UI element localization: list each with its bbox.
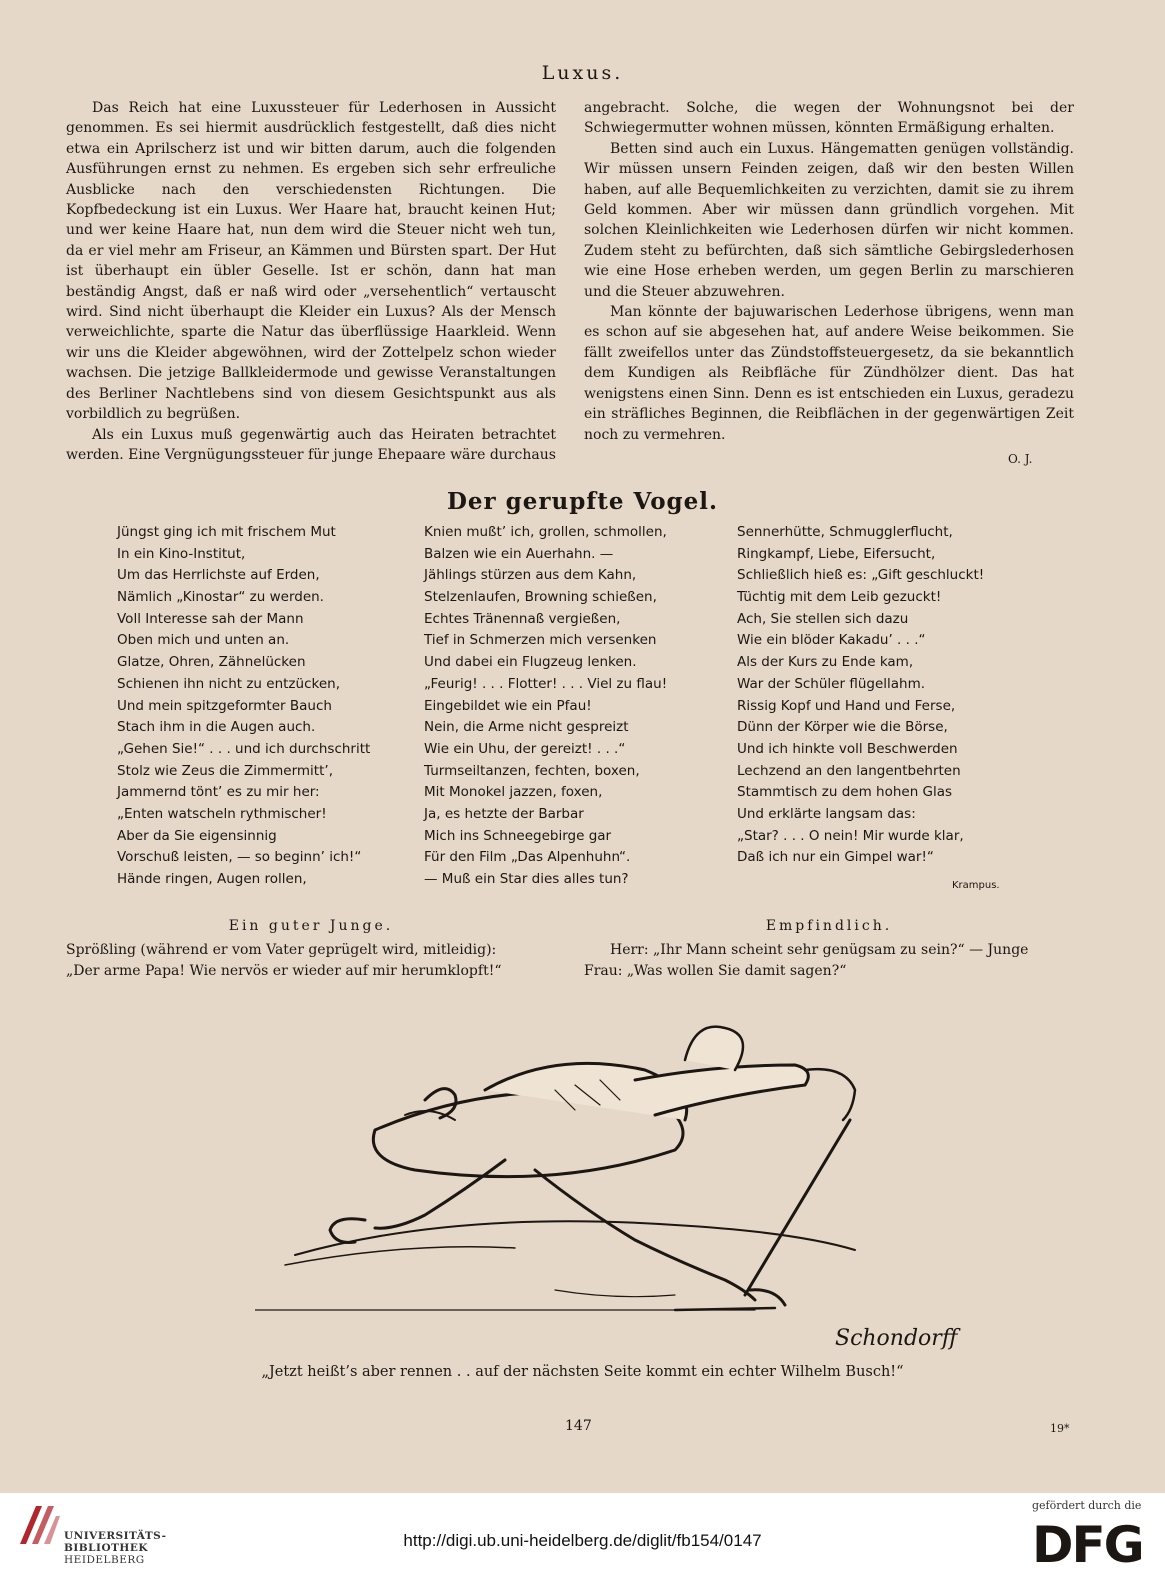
poem-line: „Gehen Sie!“ . . . und ich durchschritt [117, 740, 371, 757]
luxus-paragraph: angebracht. Solche, die wegen der Wohnungsnot bei der Schwiegermutter wohnen müssen, könnten Ermäßigung erhalten. [584, 100, 1074, 137]
poem-line: Oben mich und unten an. [117, 632, 290, 649]
poem-line: Lechzend an den langentbehrten [737, 762, 961, 779]
poem-author: Krampus. [952, 880, 1000, 891]
poem-line: Um das Herrlichste auf Erden, [117, 567, 320, 584]
poem-line: Mich ins Schneegebirge gar [424, 827, 612, 844]
poem-line: Eingebildet wie ein Pfau! [424, 697, 592, 714]
poem-line: „Star? . . . O nein! Mir wurde klar, [737, 827, 964, 844]
poem-line: Als der Kurs zu Ende kam, [737, 654, 914, 671]
poem-column-2 [424, 522, 667, 891]
poem-line: Und ich hinkte voll Beschwerden [737, 740, 958, 757]
poem-line: Ringkampf, Liebe, Eifersucht, [737, 545, 936, 562]
poem-line: Ja, es hetzte der Barbar [424, 805, 584, 822]
poem-line: Dünn der Körper wie die Börse, [737, 719, 948, 736]
poem-line: Rissig Kopf und Hand und Ferse, [737, 697, 956, 714]
sheet-mark: 19* [1050, 1422, 1070, 1435]
poem-line: „Feurig! . . . Flotter! . . . Viel zu flau! [424, 675, 668, 692]
poem-line: „Enten watscheln rythmischer! [117, 805, 327, 822]
poem-title: Der gerupfte Vogel. [446, 488, 719, 515]
poem-line: Echtes Tränennaß vergießen, [424, 610, 621, 627]
poem-line: Vorschuß leisten, — so beginn’ ich!“ [117, 849, 362, 866]
anecdote-empfindlich [584, 940, 1028, 982]
poem-line: Und erklärte langsam das: [737, 805, 916, 822]
poem-line: Glatze, Ohren, Zähnelücken [117, 654, 306, 671]
poem-line: Nein, die Arme nicht gespreizt [424, 719, 629, 736]
poem-line: War der Schüler flügellahm. [737, 675, 926, 692]
artist-signature: Schondorff [835, 1326, 958, 1351]
running-man-illustration [255, 1010, 1015, 1355]
library-name-line: BIBLIOTHEK [64, 1542, 148, 1554]
page-number: 147 [565, 1418, 592, 1434]
luxus-signature: O. J. [1008, 452, 1033, 466]
poem-line: Und mein spitzgeformter Bauch [117, 697, 332, 714]
luxus-paragraph: Betten sind auch ein Luxus. Hängematten genügen vollständig. Wir müssen unsern Feinden zeigen, daß wir den besten Willen haben, auf alle Bequemlichkeiten zu verzichten, damit sie zu ihrem Geld kommen. Aber wir müssen dann gründlich vorgehen. Mit solchen Kleinlichkeiten wie Lederhosen dürfen wir nicht kommen. Zudem steht zu befürchten, daß sich sämtliche Gebirgslederhosen wie eine Hose erheben werden, um gegen Berlin zu marschieren und die Steuer abzuwehren. [584, 140, 1074, 300]
poem-line: Ach, Sie stellen sich dazu [737, 610, 909, 627]
luxus-paragraph: Man könnte der bajuwarischen Lederhose übrigens, wenn man es schon auf sie abgesehen hat, auf andere Weise beikommen. Sie fällt zweifellos unter das Zündstoffsteuergesetz, da sie bekanntlich dem Kundigen als Reibfläche für Zündhölzer dient. Das hat wenigstens einen Sinn. Denn es ist entschieden ein Luxus, geradezu ein sträfliches Beginnen, die Reibflächen in der gegenwärtigen Zeit noch zu vermehren. [584, 304, 1074, 443]
poem-line: Jüngst ging ich mit frischem Mut [117, 524, 336, 540]
illustration-caption: „Jetzt heißt’s aber rennen . . auf der nächsten Seite kommt ein echter Wilhelm Busch!“ [261, 1364, 904, 1380]
library-name-line: HEIDELBERG [64, 1554, 145, 1566]
poem-line: Schließlich hieß es: „Gift geschluckt! [737, 567, 985, 584]
library-name-line: UNIVERSITÄTS- [64, 1530, 167, 1542]
dfg-logo [1030, 1516, 1145, 1568]
poem-line: Sennerhütte, Schmugglerflucht, [737, 524, 953, 540]
poem-column-1 [117, 522, 370, 891]
poem-line: Voll Interesse sah der Mann [117, 610, 304, 627]
anecdote-line: Frau: „Was wollen Sie damit sagen?“ [584, 963, 847, 979]
poem-line: — Muß ein Star dies alles tun? [424, 871, 629, 887]
poem-line: Stach ihm in die Augen auch. [117, 719, 316, 736]
poem-line: Tief in Schmerzen mich versenken [424, 632, 657, 649]
poem-line: Tüchtig mit dem Leib gezuckt! [737, 589, 942, 606]
poem-line: Und dabei ein Flugzeug lenken. [424, 654, 637, 671]
poem-line: Knien mußt’ ich, grollen, schmollen, [424, 524, 667, 540]
luxus-right-column [584, 98, 1074, 445]
poem-line: Turmseiltanzen, fechten, boxen, [424, 762, 640, 779]
poem-line: Balzen wie ein Auerhahn. — [424, 545, 614, 562]
poem-line: Wie ein blöder Kakadu’ . . .“ [737, 632, 926, 649]
anecdote-title-guter-junge: Ein guter Junge. [228, 918, 394, 934]
luxus-paragraph: Das Reich hat eine Luxussteuer für Lederhosen in Aussicht genommen. Es sei hiermit ausdrücklich festgestellt, daß dies nicht etwa ein Aprilscherz ist und wir bitten darum, auch die folgenden Ausführungen ernst zu nehmen. Es ergeben sich sehr erfreuliche Ausblicke nach den verschiedensten Richtungen. Die Kopfbedeckung ist ein Luxus. Wer Haare hat, braucht keinen Hut; und wer keine Haare hat, nun dem wird die Steuer nicht weh tun, da er viel mehr am Friseur, an Kämmen und Bürsten spart. Der Hut ist überhaupt ein übler Geselle. Ist er schön, dann hat man beständig Angst, daß er naß wird oder „versehentlich“ vertauscht wird. Sind nicht überhaupt die Kleider ein Luxus? Als der Mensch verweichlichte, sparte die Natur das überflüssige Haarkleid. Wenn wir uns die Kleider abgewöhnen, wird der Zottelpelz schon wieder wachsen. Die jetzige Ballkleidermode und gewisse Veranstaltungen des Berliner Nachtlebens sind von diesem Gesichtspunkt aus als vorbildlich zu begrüßen. [66, 100, 556, 423]
luxus-left-column [66, 98, 556, 465]
poem-line: Wie ein Uhu, der gereizt! . . .“ [424, 740, 626, 757]
poem-line: Daß ich nur ein Gimpel war!“ [737, 849, 934, 866]
funded-by-label: gefördert durch die [1032, 1499, 1142, 1512]
poem-line: Aber da Sie eigensinnig [117, 827, 277, 844]
poem-line: Stolz wie Zeus die Zimmermitt’, [117, 762, 333, 779]
poem-line: Nämlich „Kinostar“ zu werden. [117, 589, 324, 606]
poem-line: Hände ringen, Augen rollen, [117, 871, 307, 887]
poem-line: Mit Monokel jazzen, foxen, [424, 784, 603, 801]
poem-line: In ein Kino-Institut, [117, 545, 246, 562]
luxus-paragraph: Als ein Luxus muß gegenwärtig auch das Heiraten betrachtet werden. Eine Vergnügungssteuer für junge Ehepaare wäre durchaus [66, 426, 556, 463]
article-title-luxus: Luxus. [541, 62, 624, 84]
anecdote-line: „Der arme Papa! Wie nervös er wieder auf mir herumklopft!“ [66, 963, 502, 979]
poem-line: Stammtisch zu dem hohen Glas [737, 784, 953, 801]
poem-column-3 [737, 522, 984, 869]
poem-line: Schienen ihn nicht zu entzücken, [117, 675, 340, 692]
anecdote-line: Herr: „Ihr Mann scheint sehr genügsam zu sein?“ — Junge [610, 942, 1029, 958]
source-url-link[interactable]: http://digi.ub.uni-heidelberg.de/diglit/fb154/0147 [403, 1531, 762, 1550]
poem-line: Stelzenlaufen, Browning schießen, [424, 589, 657, 606]
anecdote-title-empfindlich: Empfindlich. [765, 918, 893, 934]
poem-line: Für den Film „Das Alpenhuhn“. [424, 849, 631, 866]
dfg-logo-text: DFG [1032, 1516, 1143, 1568]
poem-line: Jählings stürzen aus dem Kahn, [424, 567, 637, 584]
poem-line: Jammernd tönt’ es zu mir her: [117, 784, 320, 801]
anecdote-line: Sprößling (während er vom Vater geprügelt wird, mitleidig): [66, 942, 497, 958]
anecdote-guter-junge [66, 940, 501, 982]
